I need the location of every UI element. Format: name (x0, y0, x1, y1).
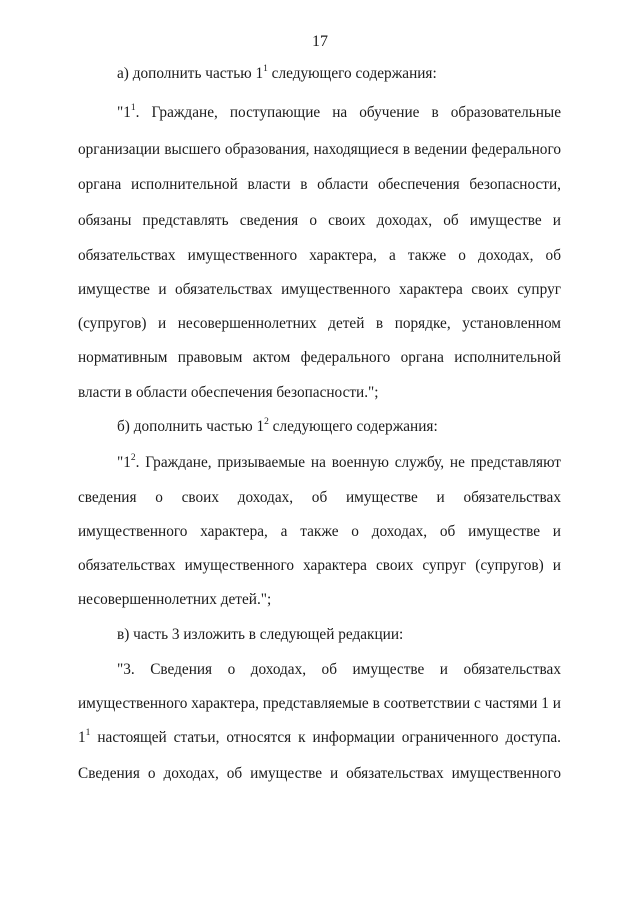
text-line: а) дополнить частью $1^1$ следующего содержания: (117, 64, 437, 82)
text-line: обязаны представлять сведения о своих доходах, об имуществе и (78, 212, 561, 229)
text-line: имуществе и обязательствах имущественного характера своих супруг (78, 281, 561, 298)
text-line: "$1^2$. Граждане, призываемые на военную службу, не представляют (117, 453, 561, 471)
text-line: (супругов) и несовершеннолетних детей в порядке, установленном (78, 315, 561, 332)
text-line: нормативным правовым актом федерального органа исполнительной (78, 349, 561, 366)
text-line: $1^1$ настоящей статьи, относятся к информации ограниченного доступа. (78, 728, 561, 746)
text-line: имущественного характера, а также о доходах, об имуществе и (78, 523, 561, 540)
text-line: органа исполнительной власти в области обеспечения безопасности, (78, 176, 561, 193)
text-line: несовершеннолетних детей."; (78, 591, 272, 608)
text-line: обязательствах имущественного характера, а также о доходах, об (78, 247, 561, 264)
text-line: обязательствах имущественного характера своих супруг (супругов) и (78, 557, 561, 574)
text-line: сведения о своих доходах, об имуществе и обязательствах (78, 489, 561, 506)
text-line: б) дополнить частью $1^2$ следующего содержания: (117, 417, 438, 435)
text-line: "3. Сведения о доходах, об имуществе и обязательствах (117, 661, 561, 678)
page-number: 17 (312, 33, 328, 50)
text-line: "$1^1$. Граждане, поступающие на обучение в образовательные (117, 103, 561, 121)
text-line: в) часть 3 изложить в следующей редакции: (117, 626, 404, 643)
text-line: Сведения о доходах, об имуществе и обязательствах имущественного (78, 765, 561, 782)
text-line: власти в области обеспечения безопасности."; (78, 384, 379, 401)
text-line: имущественного характера, представляемые в соответствии с частями 1 и (78, 695, 561, 712)
text-line: организации высшего образования, находящиеся в ведении федерального (78, 141, 561, 158)
